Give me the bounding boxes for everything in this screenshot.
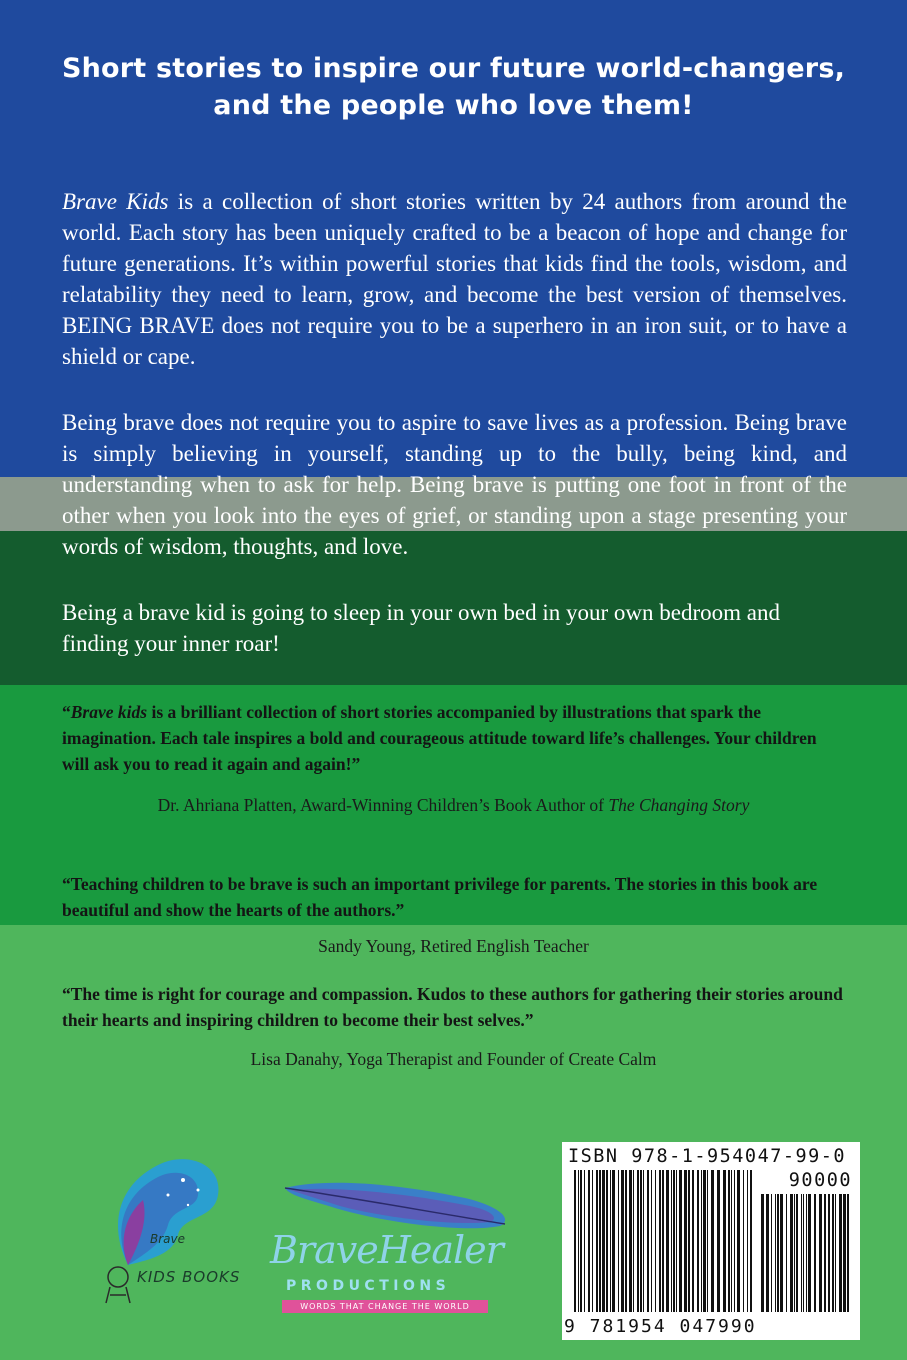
barcode-bar [647,1170,649,1312]
attribution-1-book: The Changing Story [608,795,750,815]
barcode-bar [824,1194,826,1312]
barcode-bar [814,1194,816,1312]
barcode-bar [843,1194,846,1312]
barcode-bar [633,1170,634,1312]
tagline [0,50,907,124]
barcode-bar [673,1170,675,1312]
barcode-bar [592,1170,593,1312]
barcode-bar [839,1194,842,1312]
barcode-bar [806,1194,807,1312]
barcode-bar [703,1170,706,1312]
barcode-bar [588,1170,590,1312]
barcode-bar [743,1170,744,1312]
barcode-bar [747,1170,748,1312]
testimonial-attribution-1 [0,793,907,817]
barcode-bar [596,1170,598,1312]
barcode-bar [803,1194,804,1312]
barcode-bar [625,1170,627,1312]
testimonial-quote-2: “Teaching children to be brave is such an important privilege for parents. The stories in this book are beautiful and show the hearts of the authors.” [62,874,818,920]
book-title-italic: Brave Kids [62,189,169,214]
barcode-bar [777,1194,779,1312]
barcode-bar [574,1170,576,1312]
testimonial-attribution-2: Sandy Young, Retired English Teacher [318,936,589,956]
barcode-bar [761,1194,764,1312]
barcode-bar [734,1170,735,1312]
addon-barcode-bars [761,1194,851,1312]
barcode-bar [717,1170,720,1312]
barcode-bar [808,1194,811,1312]
barcode-bar [766,1194,769,1312]
barcode-bar [723,1170,726,1312]
quote-open-mark: “ [62,702,71,722]
barcode-bar [643,1170,644,1312]
barcode-bar [828,1194,830,1312]
barcode-bar [621,1170,624,1312]
barcode-bar [790,1194,793,1312]
ean-number: 9 781954 047990 [564,1316,757,1337]
barcode-bar [731,1170,732,1312]
price-code: 90000 [788,1170,852,1191]
barcode-bar [832,1194,834,1312]
barcode-bar [655,1170,656,1312]
barcode-bar [606,1170,608,1312]
barcode-bar [688,1170,690,1312]
brave-healer-logo-name: BraveHealer [270,1228,503,1272]
tagline-line-2: and the people who love them! [213,90,694,121]
barcode-bar [701,1170,702,1312]
barcode-bar [679,1170,682,1312]
barcode-bar [640,1170,642,1312]
barcode-bar [737,1170,740,1312]
barcode-bar [612,1170,615,1312]
barcode-bar [580,1170,582,1312]
brave-healer-logo-productions: PRODUCTIONS [286,1278,451,1294]
barcode-bar [578,1170,579,1312]
barcode-bar [692,1170,694,1312]
barcode-bar [697,1170,699,1312]
ean-barcode-bars [574,1170,752,1312]
barcode-bar [728,1170,730,1312]
barcode-bar [602,1170,605,1312]
barcode-bar [801,1194,802,1312]
barcode-bar [684,1170,687,1312]
barcode-bar [618,1170,619,1312]
barcode-bar [794,1194,795,1312]
barcode-bar [819,1194,822,1312]
brave-kids-logo-line-2: KIDS BOOKS [137,1268,241,1286]
testimonial-quote-1-text: is a brilliant collection of short stories accompanied by illustrations that spark the imagination. Each tale inspires a bold and courageous attitude toward life’s challenges. Your children will ask you to read it again and again!” [62,702,817,774]
testimonial-attribution-3: Lisa Danahy, Yoga Therapist and Founder of Create Calm [250,1049,657,1069]
barcode-bar [711,1170,714,1312]
barcode-bar [629,1170,632,1312]
description-paragraph-1-text: is a collection of short stories written by 24 authors from around the world. Each story has been uniquely crafted to be a beacon of hope and change for future generations. It’s within powerful stories that kids find the tools, wisdom, and relatability they need to learn, grow, and become the best version of themselves. BEING BRAVE does not require you to be a superhero in an iron suit, or to have a shield or cape. [62,189,847,369]
barcode-bar [847,1194,849,1312]
isbn-barcode [562,1142,860,1340]
barcode-bar [835,1194,836,1312]
brave-kids-logo-line-1: Brave [150,1232,186,1246]
brave-healer-logo-tagline: WORDS THAT CHANGE THE WORLD [282,1300,488,1313]
description-paragraph-3: Being a brave kid is going to sleep in your own bed in your own bedroom and finding your inner roar! [62,600,780,656]
barcode-bar [771,1194,772,1312]
attribution-1-text: Dr. Ahriana Platten, Award-Winning Children’s Book Author of [157,795,609,815]
testimonial-quote-3: “The time is right for courage and compassion. Kudos to these authors for gathering their stories around their hearts and inspiring children to become their best selves.” [62,984,843,1030]
testimonial-quote-1 [62,699,847,777]
barcode-bar [671,1170,672,1312]
barcode-bar [651,1170,652,1312]
barcode-bar [666,1170,669,1312]
barcode-bar [637,1170,639,1312]
barcode-bar [584,1170,585,1312]
barcode-bar [610,1170,611,1312]
barcode-bar [796,1194,798,1312]
barcode-bar [707,1170,708,1312]
barcode-bar [775,1194,776,1312]
description-paragraph-2: Being brave does not require you to aspire to save lives as a profession. Being brave is simply believing in yourself, standing up to the bully, being kind, and understanding when to ask for help. Being brave is putting one foot in front of the other when you look into the eyes of grief, or standing upon a stage presenting your words of wisdom, thoughts, and love. [62,410,847,559]
barcode-bar [786,1194,787,1312]
isbn-label: ISBN 978-1-954047-99-0 [568,1146,847,1167]
tagline-line-1: Short stories to inspire our future world-changers, [61,53,846,84]
barcode-bar [780,1194,783,1312]
description-paragraph-1 [62,186,847,372]
barcode-bar [662,1170,664,1312]
quote-book-title: Brave kids [70,702,148,722]
barcode-bar [659,1170,661,1312]
barcode-bar [599,1170,601,1312]
barcode-bar [750,1170,752,1312]
barcode-bar [676,1170,677,1312]
